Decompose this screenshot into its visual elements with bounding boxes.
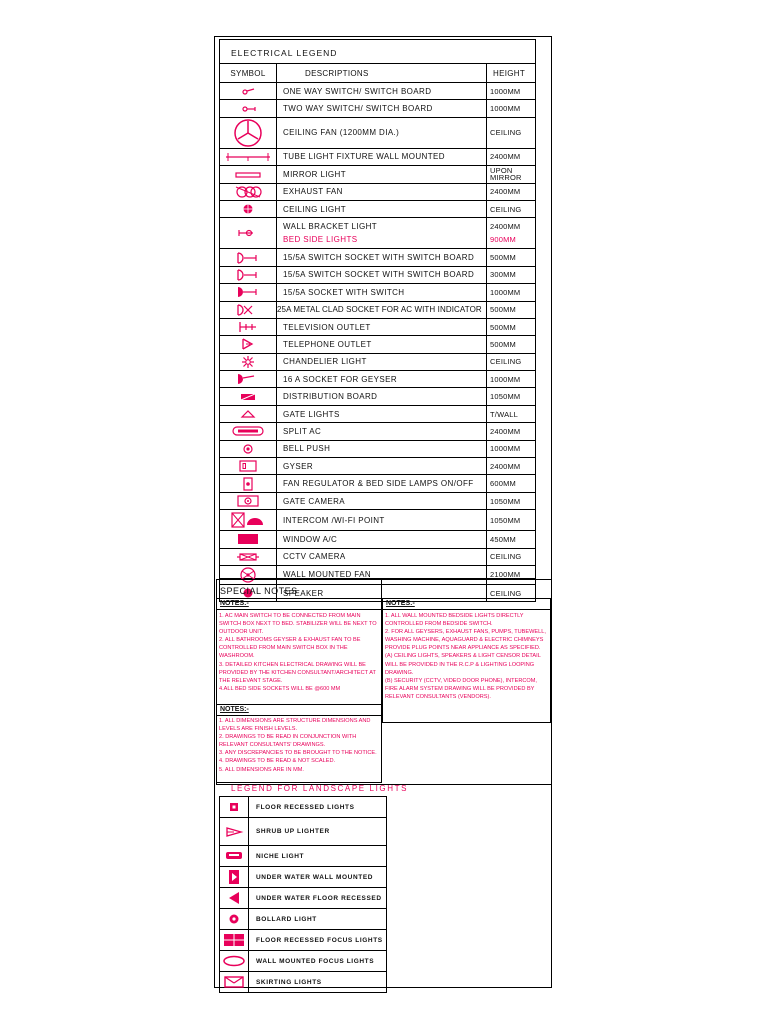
legend-height: 500MM — [487, 318, 536, 335]
legend-row — [220, 353, 536, 370]
legend-description: GATE LIGHTS — [277, 405, 487, 422]
legend-description: CEILING FAN (1200MM DIA.) — [277, 117, 487, 148]
legend-symbol-cell — [220, 183, 277, 200]
landscape-row — [220, 951, 387, 972]
legend-height: 2100MM — [487, 565, 536, 584]
legend-height: 1000MM — [487, 83, 536, 100]
mirror-light-icon — [234, 171, 262, 179]
tube-light-icon — [224, 152, 272, 162]
legend-description: FAN REGULATOR & BED SIDE LAMPS ON/OFF — [277, 475, 487, 492]
landscape-legend-title: LEGEND FOR LANDSCAPE LIGHTS — [231, 784, 409, 793]
legend-height: 500MM — [487, 336, 536, 353]
legend-symbol-cell — [220, 353, 277, 370]
legend-height: 1050MM — [487, 388, 536, 405]
landscape-row — [220, 797, 387, 818]
underwater-floor-icon — [227, 891, 241, 905]
description-header: DESCRIPTIONS — [277, 64, 487, 83]
legend-description: INTERCOM /WI-FI POINT — [277, 510, 487, 531]
legend-description: 25A METAL CLAD SOCKET FOR AC WITH INDICATOR — [277, 301, 487, 318]
switch-socket-15a-icon — [236, 269, 260, 281]
legend-row — [220, 83, 536, 100]
legend-description: 15/5A SWITCH SOCKET WITH SWITCH BOARD — [277, 266, 487, 283]
legend-symbol-cell — [220, 266, 277, 283]
legend-row — [220, 117, 536, 148]
legend-description: BELL PUSH — [277, 440, 487, 457]
underwater-wall-icon — [227, 869, 241, 885]
geyser-icon — [238, 460, 258, 472]
landscape-row — [220, 846, 387, 867]
one-way-switch-icon — [238, 86, 258, 96]
legend-symbol-cell — [220, 100, 277, 117]
legend-height: UPON MIRROR — [487, 166, 536, 183]
geyser-socket-icon — [236, 373, 260, 385]
height-header: HEIGHT — [487, 64, 536, 83]
legend-height-line-bedside: 900MM — [490, 235, 517, 245]
legend-height: 2400MM — [487, 458, 536, 475]
landscape-symbol-cell — [220, 797, 249, 818]
legend-symbol-cell — [220, 475, 277, 492]
niche-light-icon — [224, 850, 244, 862]
legend-row — [220, 218, 536, 249]
legend-symbol-cell — [220, 371, 277, 388]
legend-description: 15/5A SOCKET WITH SWITCH — [277, 284, 487, 301]
legend-symbol-cell — [220, 336, 277, 353]
legend-row — [220, 336, 536, 353]
notes-label-left-2: NOTES:- — [220, 706, 249, 713]
legend-height: 1050MM — [487, 492, 536, 509]
legend-symbol-cell — [220, 301, 277, 318]
landscape-label: FLOOR RECESSED LIGHTS — [249, 797, 387, 818]
legend-description: TUBE LIGHT FIXTURE WALL MOUNTED — [277, 148, 487, 165]
legend-row — [220, 100, 536, 117]
landscape-symbol-cell — [220, 888, 249, 909]
legend-row — [220, 423, 536, 440]
legend-header-row — [220, 64, 536, 83]
gate-light-icon — [240, 409, 256, 419]
legend-description: TWO WAY SWITCH/ SWITCH BOARD — [277, 100, 487, 117]
legend-row — [220, 284, 536, 301]
legend-symbol-cell — [220, 458, 277, 475]
landscape-symbol-cell — [220, 951, 249, 972]
landscape-symbol-cell — [220, 818, 249, 846]
legend-height: CEILING — [487, 200, 536, 217]
landscape-label: UNDER WATER FLOOR RECESSED — [249, 888, 387, 909]
ac-socket-icon — [236, 304, 260, 316]
legend-description-line-bedside: BED SIDE LIGHTS — [283, 235, 358, 245]
legend-height: 600MM — [487, 475, 536, 492]
legend-description: WINDOW A/C — [277, 531, 487, 548]
bollard-icon — [228, 913, 240, 925]
landscape-row — [220, 930, 387, 951]
legend-symbol-cell — [220, 117, 277, 148]
landscape-row — [220, 818, 387, 846]
legend-row — [220, 475, 536, 492]
notes-label-right: NOTES:- — [386, 600, 415, 607]
legend-symbol-cell — [220, 388, 277, 405]
landscape-symbol-cell — [220, 909, 249, 930]
landscape-label: SKIRTING LIGHTS — [249, 972, 387, 993]
two-way-switch-icon — [238, 104, 258, 114]
legend-row — [220, 510, 536, 531]
wall-bracket-light-icon — [237, 228, 259, 238]
legend-height: 500MM — [487, 301, 536, 318]
legend-description — [277, 218, 487, 249]
notes-text-right: 1. ALL WALL MOUNTED BEDSIDE LIGHTS DIRECTLY CONTROLLED FROM BEDSIDE SWITCH. 2. FOR ALL GEYSERS, EXHAUST FANS, PUMPS, TUBEWELL, WASHING MACHINE, AQUAGUARD & ELECTRIC CHIMNEYS PROVIDE PLUG POINTS NEAR APPLIANCE AS SPECIFIED. (A) CEILING LIGHTS, SPEAKERS & LIGHT CENSOR DETAIL WILL BE PROVIDED IN THE R.C.P & LIGHTING LOOPING DRAWING. (B) SECURITY (CCTV, VIDEO DOOR PHONE), INTERCOM, FIRE ALARM SYSTEM DRAWING WILL BE PROVIDED BY RELEVANT CONSULTANTS (VENDORS). — [385, 613, 546, 700]
legend-symbol-cell — [220, 548, 277, 565]
legend-description: GYSER — [277, 458, 487, 475]
legend-symbol-cell — [220, 318, 277, 335]
legend-symbol-cell — [220, 423, 277, 440]
legend-row — [220, 458, 536, 475]
legend-height: CEILING — [487, 548, 536, 565]
landscape-legend-table — [219, 796, 387, 993]
distribution-board-icon — [240, 392, 256, 402]
wall-focus-icon — [222, 955, 246, 967]
floor-focus-icon — [223, 933, 245, 947]
legend-height: CEILING — [487, 117, 536, 148]
switch-socket-15a-icon — [236, 252, 260, 264]
socket-with-switch-icon — [236, 286, 260, 298]
legend-height: 1050MM — [487, 510, 536, 531]
legend-description: EXHAUST FAN — [277, 183, 487, 200]
legend-row — [220, 492, 536, 509]
notes-label-left: NOTES:- — [220, 600, 249, 607]
landscape-label: FLOOR RECESSED FOCUS LIGHTS — [249, 930, 387, 951]
landscape-symbol-cell — [220, 867, 249, 888]
legend-height: CEILING — [487, 353, 536, 370]
ceiling-light-icon — [242, 203, 254, 215]
legend-row — [220, 405, 536, 422]
legend-description: 15/5A SWITCH SOCKET WITH SWITCH BOARD — [277, 249, 487, 266]
electrical-legend-table — [219, 63, 536, 602]
tv-outlet-icon — [237, 321, 259, 333]
legend-symbol-cell — [220, 405, 277, 422]
legend-row — [220, 301, 536, 318]
legend-height: 500MM — [487, 249, 536, 266]
legend-height — [487, 218, 536, 249]
split-ac-icon — [232, 426, 264, 436]
legend-row — [220, 440, 536, 457]
electrical-legend-title: ELECTRICAL LEGEND — [231, 48, 338, 58]
legend-height: 450MM — [487, 531, 536, 548]
landscape-symbol-cell — [220, 972, 249, 993]
legend-height: 1000MM — [487, 284, 536, 301]
legend-height: 300MM — [487, 266, 536, 283]
legend-description: CEILING LIGHT — [277, 200, 487, 217]
legend-height: 1000MM — [487, 440, 536, 457]
fan-regulator-icon — [242, 477, 254, 491]
intercom-wifi-icon — [231, 512, 265, 528]
legend-row — [220, 249, 536, 266]
landscape-label: NICHE LIGHT — [249, 846, 387, 867]
legend-symbol-cell — [220, 166, 277, 183]
legend-description: 16 A SOCKET FOR GEYSER — [277, 371, 487, 388]
legend-description: SPEAKER — [277, 584, 487, 601]
legend-height: 1000MM — [487, 371, 536, 388]
floor-recessed-icon — [228, 801, 240, 813]
landscape-row — [220, 888, 387, 909]
legend-height: CEILING — [487, 584, 536, 601]
legend-row — [220, 166, 536, 183]
bell-push-icon — [242, 443, 254, 455]
exhaust-fan-icon — [232, 185, 264, 199]
legend-height: 1000MM — [487, 100, 536, 117]
legend-row — [220, 266, 536, 283]
special-notes-title: SPECIAL NOTES — [220, 586, 298, 596]
landscape-symbol-cell — [220, 930, 249, 951]
landscape-label: UNDER WATER WALL MOUNTED — [249, 867, 387, 888]
telephone-outlet-icon — [240, 338, 256, 350]
legend-row — [220, 148, 536, 165]
ceiling-fan-icon — [233, 118, 263, 148]
legend-symbol-cell — [220, 510, 277, 531]
gate-camera-icon — [237, 495, 259, 507]
legend-symbol-cell — [220, 531, 277, 548]
legend-symbol-cell — [220, 218, 277, 249]
legend-description: TELEVISION OUTLET — [277, 318, 487, 335]
landscape-symbol-cell — [220, 846, 249, 867]
legend-symbol-cell — [220, 200, 277, 217]
legend-height: 2400MM — [487, 183, 536, 200]
legend-description: WALL MOUNTED FAN — [277, 565, 487, 584]
landscape-label: BOLLARD LIGHT — [249, 909, 387, 930]
legend-row — [220, 318, 536, 335]
legend-description: ONE WAY SWITCH/ SWITCH BOARD — [277, 83, 487, 100]
legend-row — [220, 548, 536, 565]
legend-row — [220, 371, 536, 388]
legend-row — [220, 200, 536, 217]
legend-description: CHANDELIER LIGHT — [277, 353, 487, 370]
legend-height: T/WALL — [487, 405, 536, 422]
landscape-label: WALL MOUNTED FOCUS LIGHTS — [249, 951, 387, 972]
symbol-header: SYMBOL — [220, 64, 277, 83]
shrub-up-icon — [224, 826, 244, 838]
landscape-row — [220, 867, 387, 888]
notes-text-left-2: 1. ALL DIMENSIONS ARE STRUCTURE DIMENSIONS AND LEVELS ARE FINISH LEVELS. 2. DRAWINGS TO BE READ IN CONJUNCTION WITH RELEVANT CONSULTANTS' DRAWINGS. 3. ANY DISCREPANCIES TO BE BROUGHT TO THE NOTICE. 4. DRAWINGS TO BE READ & NOT SCALED. 5. ALL DIMENSIONS ARE IN MM. — [219, 718, 377, 773]
legend-row — [220, 531, 536, 548]
legend-description: GATE CAMERA — [277, 492, 487, 509]
skirting-icon — [223, 975, 245, 989]
legend-symbol-cell — [220, 249, 277, 266]
legend-description: TELEPHONE OUTLET — [277, 336, 487, 353]
legend-description: MIRROR LIGHT — [277, 166, 487, 183]
cctv-camera-icon — [236, 552, 260, 562]
window-ac-icon — [237, 533, 259, 545]
legend-symbol-cell — [220, 148, 277, 165]
legend-height-line: 2400MM — [490, 222, 521, 232]
legend-symbol-cell — [220, 284, 277, 301]
notes-text-left: 1. AC MAIN SWITCH TO BE CONNECTED FROM MAIN SWITCH BOX NEXT TO BED. STABILIZER WILL BE NEXT TO OUTDOOR UNIT. 2. ALL BATHROOMS GEYSER & EXHAUST FAN TO BE CONTROLLED FROM MAIN SWITCH BOX IN THE WASHROOM. 3. DETAILED KITCHEN ELECTRICAL DRAWING WILL BE PROVIDED BY THE KITCHEN CONSULTANT/ARCHITECT AT THE RELEVANT STAGE. 4.ALL BED SIDE SOCKETS WILL BE @600 MM — [219, 613, 377, 692]
legend-row — [220, 183, 536, 200]
legend-height: 2400MM — [487, 423, 536, 440]
legend-symbol-cell — [220, 83, 277, 100]
landscape-label: SHRUB UP LIGHTER — [249, 818, 387, 846]
landscape-row — [220, 972, 387, 993]
legend-symbol-cell — [220, 440, 277, 457]
legend-description: SPLIT AC — [277, 423, 487, 440]
landscape-row — [220, 909, 387, 930]
legend-description-line: WALL BRACKET LIGHT — [283, 222, 378, 232]
legend-row — [220, 388, 536, 405]
chandelier-icon — [241, 355, 255, 369]
legend-description: CCTV CAMERA — [277, 548, 487, 565]
legend-symbol-cell — [220, 492, 277, 509]
legend-height: 2400MM — [487, 148, 536, 165]
legend-description: DISTRIBUTION BOARD — [277, 388, 487, 405]
